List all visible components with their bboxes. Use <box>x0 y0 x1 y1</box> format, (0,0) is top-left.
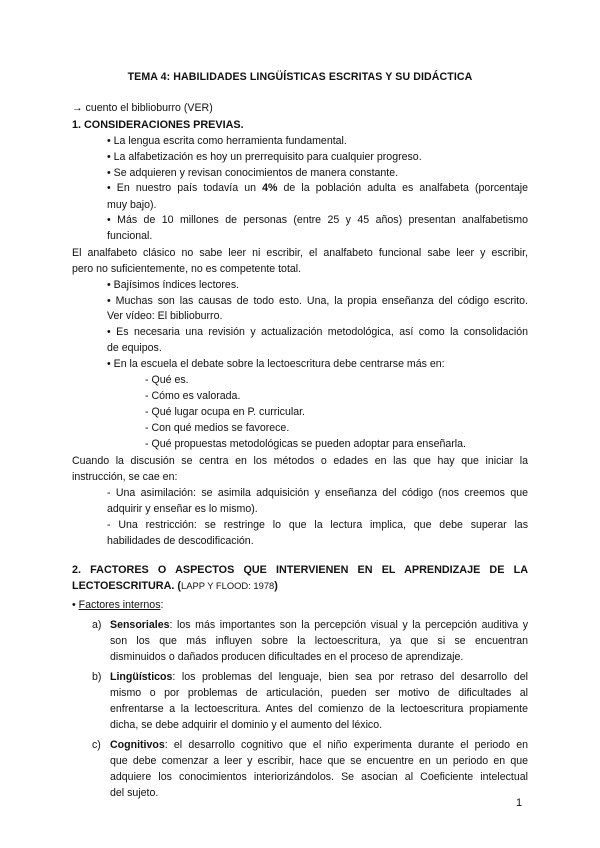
highlight-percentage: 4% <box>262 182 278 194</box>
bullet-continuation: muy bajo). <box>107 199 157 211</box>
dash-item: - Cómo es valorada. <box>145 390 241 402</box>
page-number: 1 <box>516 797 523 809</box>
dash-item: - Qué propuestas metodológicas se pueden adoptar para enseñarla. <box>145 438 466 450</box>
paragraph: Cuando la discusión se centra en los métodos o edades en las que hay que iniciar la <box>72 455 528 467</box>
list-marker: a) <box>92 619 102 631</box>
bullet-continuation: funcional. <box>107 230 153 242</box>
factor-text: son los que más influyen sobre la lectoescritura, ya que si se encuentran <box>110 635 528 647</box>
dash-item: - Con qué medios se favorece. <box>145 422 290 434</box>
bullet-item: • Es necesaria una revisión y actualización metodológica, así como la consolidación <box>107 326 528 338</box>
reference-line: → cuento el biblioburro (VER) <box>72 102 213 114</box>
bullet-continuation: Ver vídeo: El biblioburro. <box>107 310 223 322</box>
factor-item: Sensoriales: los más importantes son la percepción visual y la percepción auditiva y <box>110 619 528 631</box>
list-marker: c) <box>92 739 101 751</box>
section-2-heading-cont: LECTOESCRITURA. (LAPP Y FLOOD: 1978) <box>72 580 278 592</box>
factor-text: adquiere los conocimientos interiorizándolos. Se asocian al Coeficiente intelectual <box>110 771 528 783</box>
dash-item: - Qué lugar ocupa en P. curricular. <box>145 406 305 418</box>
bullet-item: • Muchas son las causas de todo esto. Una, la propia enseñanza del código escrito. <box>107 295 528 307</box>
paragraph: pero no suficientemente, no es competente total. <box>72 263 302 275</box>
page-title: TEMA 4: HABILIDADES LINGÜÍSTICAS ESCRITAS Y SU DIDÁCTICA <box>127 71 473 83</box>
bullet-item: • En la escuela el debate sobre la lectoescritura debe centrarse más en: <box>107 358 445 370</box>
bullet-item: • En nuestro país todavía un 4% de la población adulta es analfabeta (porcentaje <box>107 182 529 194</box>
bullet-item: • Bajísimos índices lectores. <box>107 279 240 291</box>
paragraph: El analfabeto clásico no sabe leer ni escribir, el analfabeto funcional sabe leer y escribir, <box>72 247 528 259</box>
factor-text: dicha, se debe adquirir el dominio y el aumento del léxico. <box>110 719 383 731</box>
section-1-heading: 1. CONSIDERACIONES PREVIAS. <box>72 119 244 131</box>
bullet-item: • La alfabetización es hoy un prerrequisito para cualquier progreso. <box>107 151 422 163</box>
bullet-item: • Se adquieren y revisan conocimientos de manera constante. <box>107 167 399 179</box>
bullet-item: • La lengua escrita como herramienta fundamental. <box>107 135 347 147</box>
dash-item: - Una asimilación: se asimila adquisición y enseñanza del código (nos creemos que <box>107 487 528 499</box>
bullet-item: • Más de 10 millones de personas (entre 25 y 45 años) presentan analfabetismo <box>107 214 528 226</box>
factor-item: Lingüísticos: los problemas del lenguaje, bien sea por retraso del desarrollo del <box>110 671 528 683</box>
factor-text: que debe comenzar a leer y escribir, hace que se encuentre en un periodo en que <box>110 755 528 767</box>
factor-term: Cognitivos <box>110 739 165 751</box>
dash-continuation: habilidades de descodificación. <box>107 535 254 547</box>
dash-item: - Qué es. <box>145 374 189 386</box>
bullet-continuation: de equipos. <box>107 342 162 354</box>
dash-continuation: adquirir y enseñar es lo mismo). <box>107 503 258 515</box>
factor-item: Cognitivos: el desarrollo cognitivo que el niño experimenta durante el periodo en <box>110 739 528 751</box>
dash-item: - Una restricción: se restringe lo que la lectura implica, que debe superar las <box>107 519 528 531</box>
factor-term: Lingüísticos <box>110 671 173 683</box>
factor-text: del sujeto. <box>110 787 159 799</box>
internal-factors-label: • Factores internos: <box>72 599 164 611</box>
factor-text: mismo o por problemas de articulación, pueden ser motivo de dificultades al <box>110 687 528 699</box>
section-2-heading: 2. FACTORES O ASPECTOS QUE INTERVIENEN EN EL APRENDIZAJE DE LA <box>72 564 528 576</box>
paragraph: instrucción, se cae en: <box>72 471 178 483</box>
factor-text: enfrentarse a la lectoescritura. Antes del comienzo de la lectoescritura propiamente <box>110 703 528 715</box>
factor-term: Sensoriales <box>110 619 170 631</box>
citation: LAPP Y FLOOD: 1978 <box>180 580 275 591</box>
list-marker: b) <box>92 671 102 683</box>
factor-text: disminuidos o dañados producen dificultades en el proceso de aprendizaje. <box>110 651 464 663</box>
